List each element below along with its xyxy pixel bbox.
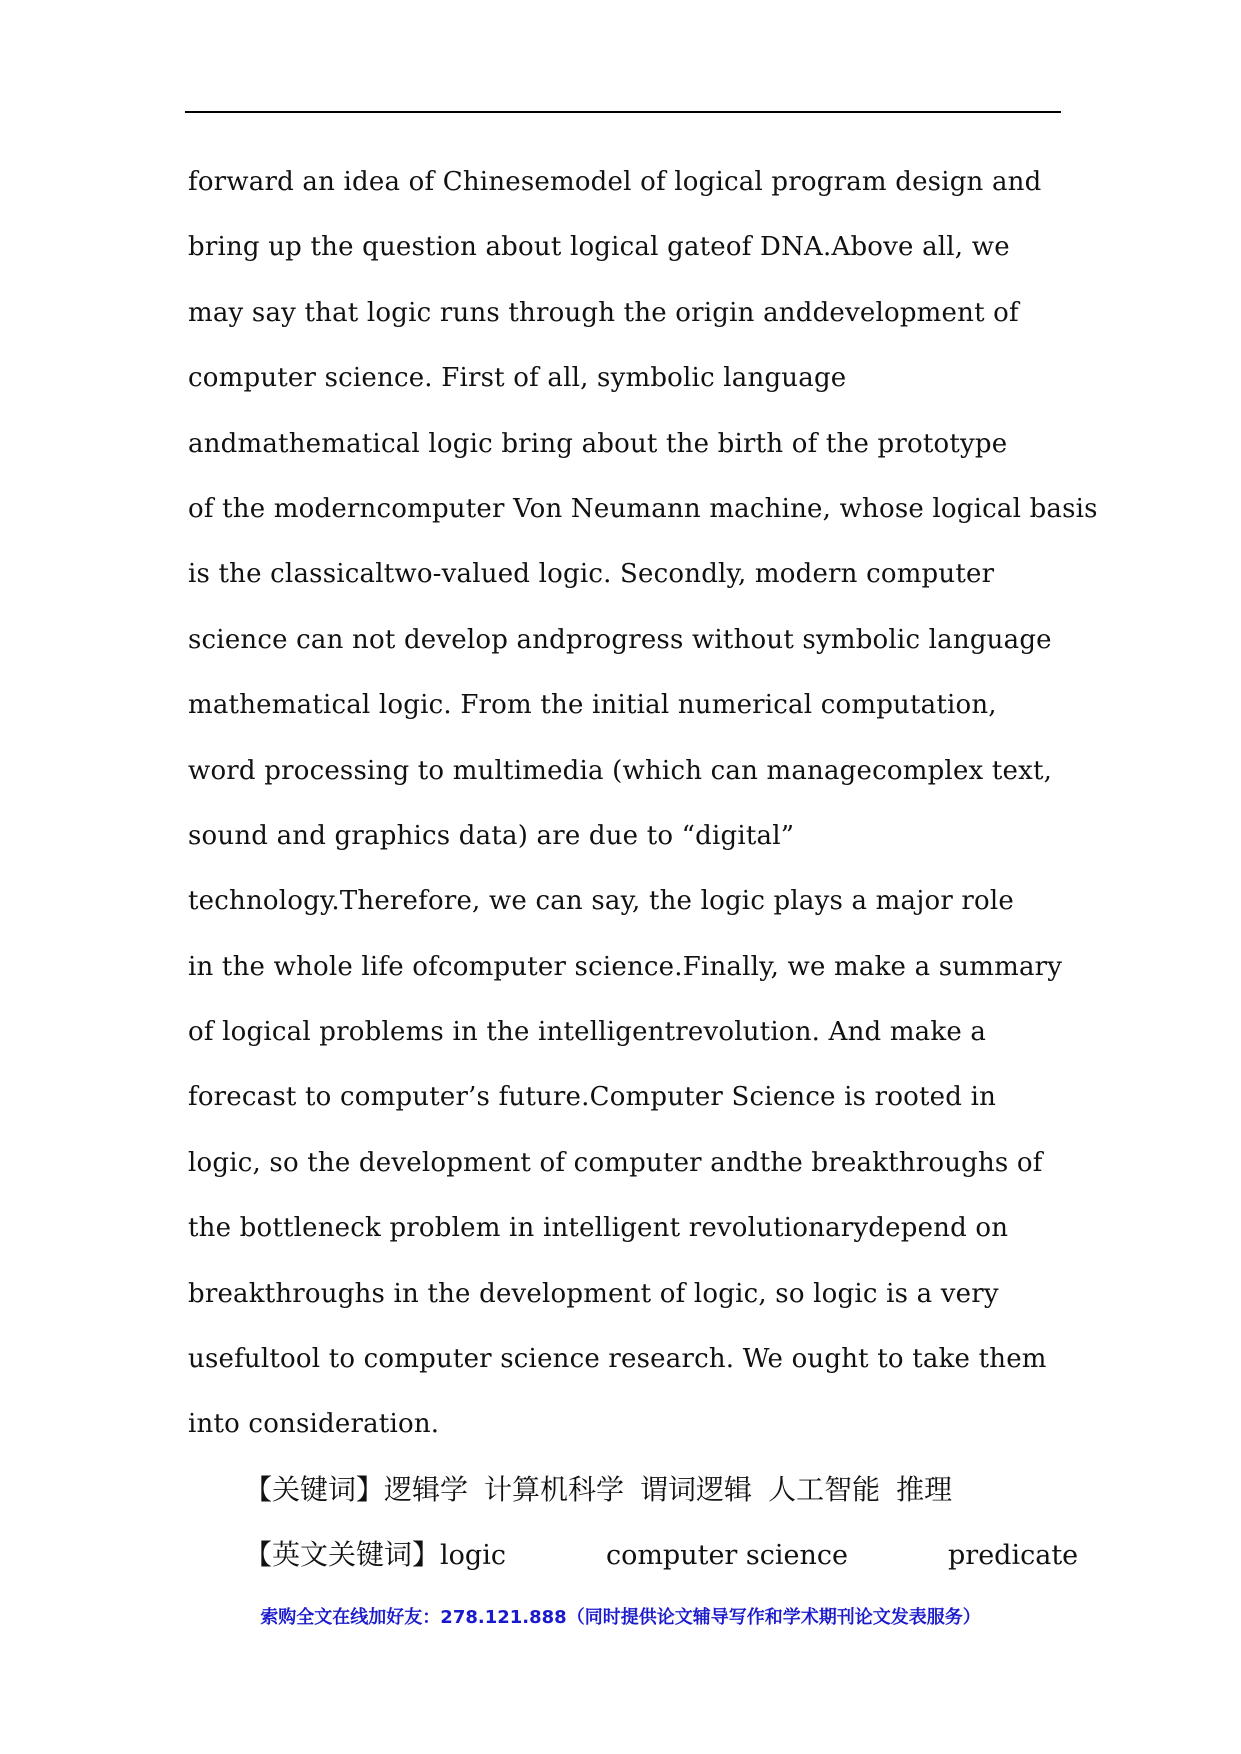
body-line: andmathematical logic bring about the birth of the prototype — [188, 428, 1008, 459]
body-line: computer science. First of all, symbolic language — [188, 363, 847, 394]
body-line: forecast to computer’s future.Computer Science is rooted in — [188, 1082, 997, 1113]
body-line: mathematical logic. From the initial numerical computation, — [188, 690, 997, 721]
body-line: sound and graphics data) are due to “digital” — [188, 820, 795, 851]
keywords-cn-label: 【关键词】 — [244, 1473, 385, 1506]
body-line: bring up the question about logical gateof DNA.Above all, we — [188, 232, 1010, 263]
keywords-en — [244, 1535, 1094, 1575]
keyword-item: 人工智能 — [768, 1473, 881, 1506]
keyword-item: 计算机科学 — [484, 1473, 625, 1506]
abstract-body — [188, 150, 1098, 1458]
body-line: logic, so the development of computer andthe breakthroughs of — [188, 1147, 1043, 1178]
footer-promo: 索购全文在线加好友：278.121.888（同时提供论文辅导写作和学术期刊论文发表服务） — [260, 1607, 981, 1628]
keyword-item: 谓词逻辑 — [640, 1473, 753, 1506]
keywords-en-label: 【英文关键词】 — [244, 1538, 441, 1571]
body-line: forward an idea of Chinesemodel of logical program design and — [188, 167, 1042, 197]
body-line: the bottleneck problem in intelligent revolutionarydepend on — [188, 1213, 1009, 1244]
body-line: usefultool to computer science research. We ought to take them — [188, 1344, 1047, 1375]
keyword-item: computer science — [605, 1540, 849, 1571]
body-line: technology.Therefore, we can say, the logic plays a major role — [188, 886, 1015, 917]
header-rule — [185, 111, 1061, 113]
body-line: word processing to multimedia (which can managecomplex text, — [188, 755, 1053, 786]
body-line: in the whole life ofcomputer science.Finally, we make a summary — [188, 951, 1063, 982]
body-line: of logical problems in the intelligentrevolution. And make a — [188, 1017, 987, 1048]
keyword-item: 推理 — [896, 1473, 953, 1506]
keywords-cn — [244, 1470, 968, 1510]
body-line: science can not develop andprogress without symbolic language — [188, 624, 1052, 655]
body-line: of the moderncomputer Von Neumann machine, whose logical basis — [188, 493, 1098, 524]
body-line: into consideration. — [188, 1409, 440, 1440]
keyword-item: logic — [440, 1540, 506, 1571]
keyword-item: 逻辑学 — [384, 1473, 469, 1506]
keyword-item: predicate — [948, 1540, 1079, 1571]
body-line: may say that logic runs through the origin anddevelopment of — [188, 297, 1019, 328]
body-line: breakthroughs in the development of logic, so logic is a very — [188, 1278, 999, 1309]
body-line: is the classicaltwo-valued logic. Secondly, modern computer — [188, 559, 995, 590]
